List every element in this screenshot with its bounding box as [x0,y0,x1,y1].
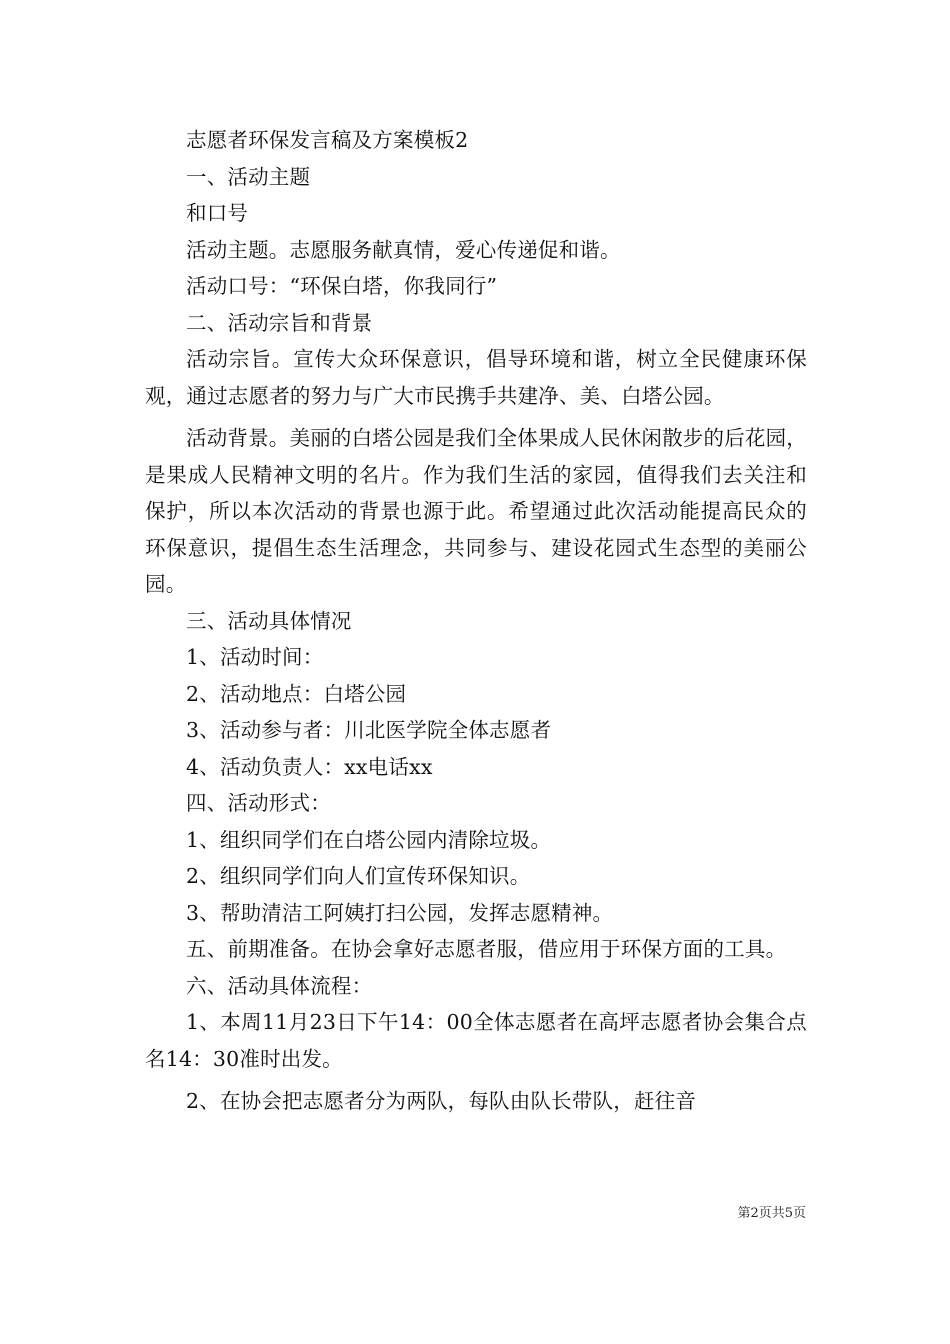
page-number: 第2页共5页 [737,1206,806,1221]
list-item: 1、活动时间： [186,645,324,669]
section-heading: 四、活动形式： [186,791,331,815]
list-item: 1、组织同学们在白塔公园内清除垃圾。 [186,827,552,852]
list-item: 2、活动地点：白塔公园 [186,681,407,706]
paragraph: 活动宗旨。宣传大众环保意识，倡导环境和谐，树立全民健康环保观，通过志愿者的努力与广大市民携手共建净、美、白塔公园。 [145,347,807,408]
section-heading: 三、活动具体情况 [186,608,352,633]
list-item: 2、组织同学们向人们宣传环保知识。 [186,864,531,888]
list-item: 2、在协会把志愿者分为两队，每队由队长带队，赶往音 [186,1089,697,1113]
list-item: 3、活动参与者：川北医学院全体志愿者 [186,718,552,742]
list-item: 4、活动负责人：xx电话xx [186,754,433,779]
document-title: 志愿者环保发言稿及方案模板2 [186,128,469,152]
paragraph: 活动背景。美丽的白塔公园是我们全体果成人民休闲散步的后花园，是果成人民精神文明的名片。作为我们生活的家园，值得我们去关注和保护，所以本次活动的背景也源于此。希望通过此次活动能提高民众的环保意识，提倡生态生活理念，共同参与、建设花园式生态型的美丽公园。 [145,426,807,596]
paragraph: 和口号 [186,201,249,225]
document-body [145,122,807,1120]
list-item: 1、本周11月23日下午14：00全体志愿者在高坪志愿者协会集合点名14：30准时出发。 [145,1010,807,1071]
list-item: 3、帮助清洁工阿姨打扫公园，发挥志愿精神。 [186,900,614,925]
section-heading: 一、活动主题 [186,164,311,189]
section-heading: 二、活动宗旨和背景 [186,310,373,335]
section-heading: 六、活动具体流程： [186,973,373,998]
paragraph: 活动主题。志愿服务献真情，爱心传递促和谐。 [186,237,621,262]
paragraph: 活动口号：“环保白塔，你我同行” [186,274,498,298]
paragraph: 五、前期准备。在协会拿好志愿者服，借应用于环保方面的工具。 [186,937,787,961]
